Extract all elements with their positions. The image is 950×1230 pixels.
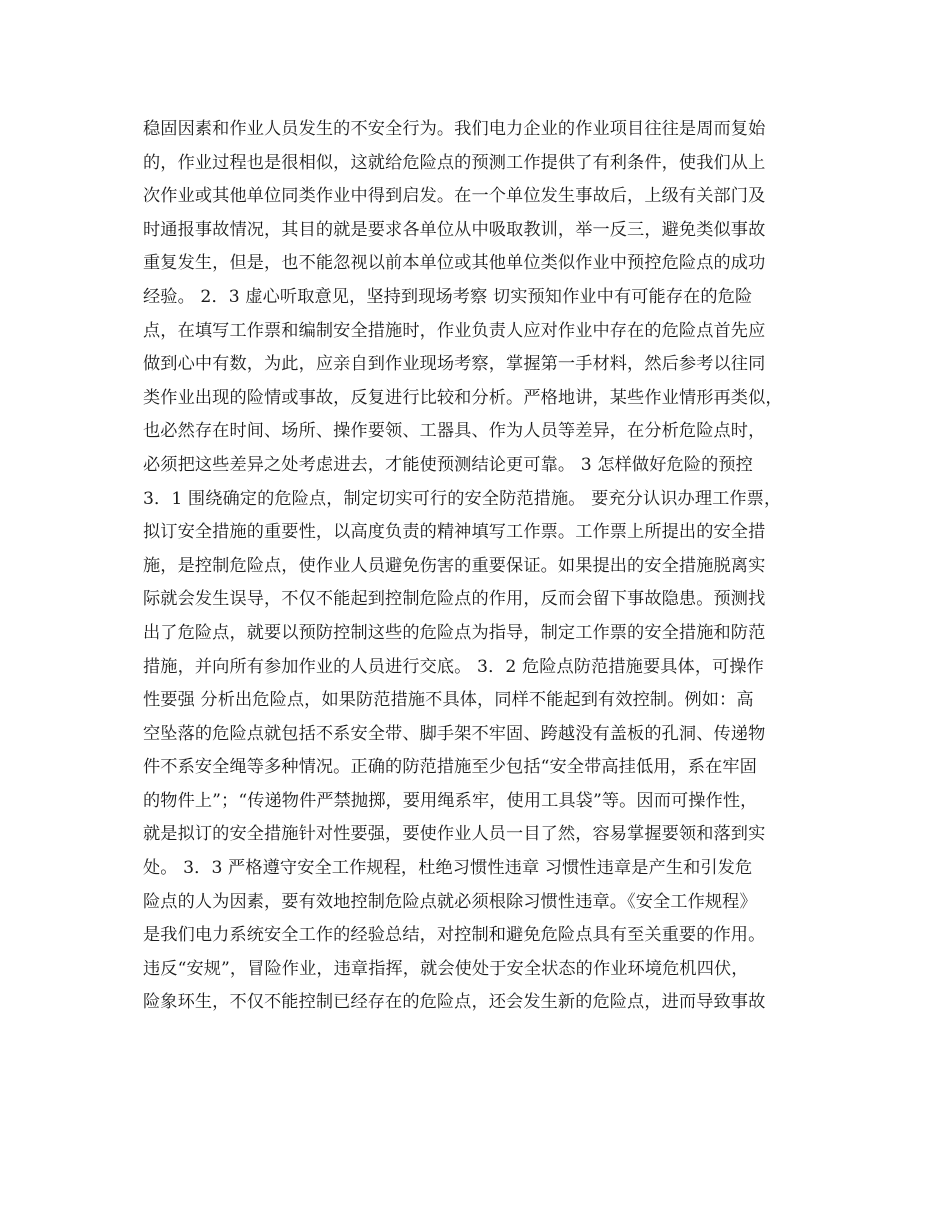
body-text [143,113,833,1020]
text-line: 的物件上”；“传递物件严禁抛掷，要用绳系牢，使用工具袋”等。因而可操作性， [143,790,758,811]
text-line: 重复发生，但是，也不能忽视以前本单位或其他单位类似作业中预控危险点的成功 [143,253,766,274]
text-line: 做到心中有数，为此，应亲自到作业现场考察，掌握第一手材料，然后参考以往同 [143,354,766,375]
text-line: 险象环生，不仅不能控制已经存在的危险点，还会发生新的危险点，进而导致事故 [143,992,766,1013]
text-line: 措施，并向所有参加作业的人员进行交底。 3．2 危险点防范措施要具体，可操作 [143,656,764,677]
text-line: 经验。 2．3 虚心听取意见，坚持到现场考察 切实预知作业中有可能存在的危险 [143,286,753,307]
text-line: 际就会发生误导，不仅不能起到控制危险点的作用，反而会留下事故隐患。预测找 [143,589,766,610]
text-line: 就是拟订的安全措施针对性要强，要使作业人员一目了然，容易掌握要领和落到实 [143,824,766,845]
text-line: 违反“安规”，冒险作业，违章指挥，就会使处于安全状态的作业环境危机四伏， [143,958,749,979]
text-line: 拟订安全措施的重要性，以高度负责的精神填写工作票。工作票上所提出的安全措 [143,522,766,543]
text-line: 空坠落的危险点就包括不系安全带、脚手架不牢固、跨越没有盖板的孔洞、传递物 [143,723,766,744]
text-line: 稳固因素和作业人员发生的不安全行为。我们电力企业的作业项目往往是周而复始 [143,119,766,139]
text-line: 处。 3．3 严格遵守安全工作规程，杜绝习惯性违章 习惯性违章是产生和引发危 [143,858,753,879]
text-line: 必须把这些差异之处考虑进去，才能使预测结论更可靠。 3 怎样做好危险的预控 [143,454,753,475]
text-line: 也必然存在时间、场所、操作要领、工器具、作为人员等差异，在分析危险点时， [143,421,766,442]
text-line: 的，作业过程也是很相似，这就给危险点的预测工作提供了有利条件，使我们从上 [143,152,766,173]
text-line: 件不系安全绳等多种情况。正确的防范措施至少包括“安全带高挂低用，系在牢固 [143,757,757,778]
text-line: 施，是控制危险点，使作业人员避免伤害的重要保证。如果提出的安全措施脱离实 [143,555,766,576]
text-line: 次作业或其他单位同类作业中得到启发。在一个单位发生事故后，上级有关部门及 [143,186,766,207]
text-line: 时通报事故情况，其目的就是要求各单位从中吸取教训，举一反三，避免类似事故 [143,219,766,240]
text-line: 出了危险点，就要以预防控制这些的危险点为指导，制定工作票的安全措施和防范 [143,622,766,643]
text-line: 性要强 分析出危险点，如果防范措施不具体，同样不能起到有效控制。例如：高 [143,690,754,711]
text-line: 是我们电力系统安全工作的经验总结，对控制和避免危险点具有至关重要的作用。 [143,925,766,946]
text-line: 点，在填写工作票和编制安全措施时，作业负责人应对作业中存在的危险点首先应 [143,320,766,341]
text-line: 险点的人为因素，要有效地控制危险点就必须根除习惯性违章。《安全工作规程》 [143,891,757,912]
text-line: 类作业出现的险情或事故，反复进行比较和分析。严格地讲，某些作业情形再类似， [143,387,783,408]
text-line: 3．1 围绕确定的危险点，制定切实可行的安全防范措施。 要充分认识办理工作票， [143,488,782,509]
